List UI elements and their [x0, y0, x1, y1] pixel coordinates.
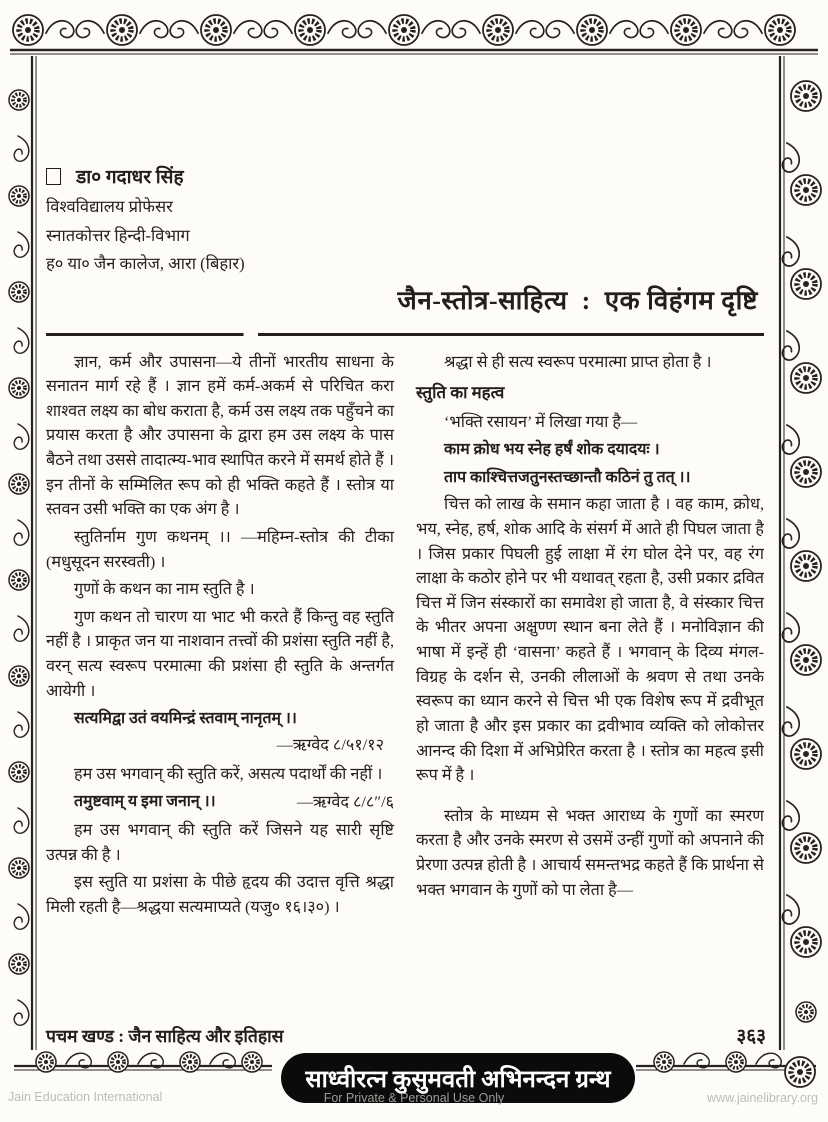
paragraph: गुण कथन तो चारण या भाट भी करते हैं किन्तु वह स्तुति नहीं है । प्राकृत जन या नाशवान तत्त्वों की प्रशंसा स्तुति नहीं है, वरन् सत्य स्वरूप परमात्मा की प्रशंसा ही स्तुति के अन्तर्गत आयेगी । — [46, 607, 394, 700]
paragraph: हम उस भगवान् की स्तुति करें, असत्य पदार्थों की नहीं । — [74, 764, 383, 783]
watermark-private-use: For Private & Personal Use Only — [323, 1091, 505, 1105]
two-column-text — [46, 350, 764, 923]
author-name: डा० गदाधर सिंह — [76, 167, 184, 188]
verse-reference: —ऋग्वेद ८/८″/६ — [296, 792, 394, 811]
right-column — [416, 350, 764, 923]
author-block — [46, 168, 764, 273]
verse-line: तमुष्टवाम् य इमा जनान् ।। — [74, 792, 216, 810]
verse-line: काम क्रोध भय स्नेह हर्षं शोक दयादयः । — [444, 441, 660, 459]
paragraph: स्तुतिर्नाम गुण कथनम् ।। —महिम्न-स्तोत्र की टीका (मधुसूदन सरस्वती) । — [46, 527, 394, 571]
paragraph: हम उस भगवान् की स्तुति करें जिसने यह सारी सृष्टि उत्पन्न की है । — [46, 821, 394, 864]
banner-title: साध्वीरत्न कुसुमवती अभिनन्दन ग्रन्थ — [305, 1066, 611, 1093]
paragraph: ‘भक्ति रसायन’ में लिखा गया है— — [444, 412, 638, 431]
watermark-jain-education: Jain Education International — [8, 1090, 163, 1104]
left-column — [46, 350, 394, 923]
paragraph: इस स्तुति या प्रशंसा के पीछे हृदय की उदात्त वृत्ति श्रद्धा मिली रहती है—श्रद्धया सत्यमाप्यते (यजु० १६।३०) । — [46, 873, 394, 916]
page-footer — [46, 1022, 766, 1048]
paragraph: स्तोत्र के माध्यम से भक्त आराध्य के गुणों का स्मरण करता है और उनके स्मरण से उसमें उन्हीं गुणों को अपनाने की प्रेरणा उत्पन्न होती है । आचार्य समन्तभद्र कहते हैं कि प्रार्थना से भक्त भगवान के गुणों को पा लेता है— — [416, 806, 764, 899]
title-underline — [46, 333, 764, 336]
verse-reference: —ऋग्वेद ८/५१/१२ — [276, 736, 384, 755]
page-title: जैन-स्तोत्र-साहित्य : एक विहंगम दृष्टि — [397, 285, 758, 315]
author-college: ह० या० जैन कालेज, आरा (बिहार) — [46, 254, 245, 273]
paragraph: चित्त को लाख के समान कहा जाता है । वह काम, क्रोध, भय, स्नेह, हर्ष, शोक आदि के संसर्ग में आते ही पिघल जाता है । जिस प्रकार पिघली हुई लाक्षा में रंग घोल देने पर, वह रंग लाक्षा के कठोर होने पर भी यथावत् रहता है, उसी प्रकार द्रवित चित्त में जिन संस्कारों का समावेश हो जाता है, वे संस्कार चित्त के भीतर अपना अक्षुण्ण स्थान बना लेते हैं । मनोविज्ञान की भाषा में इन्हें ही ‘वासना’ कहते हैं । भगवान् के दिव्य मंगल-विग्रह के दर्शन से, उनकी लीलाओं के श्रवण से तथा उनके स्वरूप का ध्यान करने से चित्त भी एक विशेष रूप में द्रवीभूत हो जाता है और इस प्रकार का द्रवीभाव व्यक्ति को लोकोत्तर आनन्द की दिशा में अभिप्रेरित करता है । स्तोत्र का महत्व इसी रूप में है । — [416, 495, 764, 785]
watermark-website: www.jainelibrary.org — [707, 1091, 818, 1105]
verse-with-reference — [46, 790, 394, 815]
author-role: विश्वविद्यालय प्रोफेसर — [46, 197, 173, 216]
verse-line: सत्यमिद्वा उतं वयमिन्द्रं स्तवाम् नानृतम् ।। — [74, 710, 297, 728]
square-bullet-icon — [46, 168, 61, 185]
paragraph: ज्ञान, कर्म और उपासना—ये तीनों भारतीय साधना के सनातन मार्ग रहे हैं । ज्ञान हमें कर्म-अकर्म से परिचित करा शाश्वत लक्ष्य का बोध कराता है, कर्म उस लक्ष्य तक पहुँचने का प्रयास करता है और उपासना के द्वारा हम उस लक्ष्य के पास बैठने तथा उससे तादात्म्य-भाव स्थापित करने में समर्थ होते हैं । इन तीनों के सम्मिलित रूप को ही भक्ति कहते हैं । स्तोत्र या स्तवन उसी भक्ति का एक अंग है । — [46, 352, 394, 519]
footer-section-label: पचम खण्ड : जैन साहित्य और इतिहास — [46, 1026, 284, 1046]
verse-line: ताप काश्चित्तजतुनस्तच्छान्तौ कठिनं तु तत् ।। — [444, 469, 691, 487]
author-department: स्नातकोत्तर हिन्दी-विभाग — [46, 225, 190, 245]
paragraph: गुणों के कथन का नाम स्तुति है । — [74, 580, 255, 599]
section-heading: स्तुति का महत्व — [416, 383, 505, 403]
author-name-line — [46, 168, 764, 187]
page-content — [46, 60, 764, 923]
footer-page-number: ३६३ — [736, 1026, 766, 1047]
paragraph: श्रद्धा से ही सत्य स्वरूप परमात्मा प्राप्त होता है । — [444, 352, 712, 371]
